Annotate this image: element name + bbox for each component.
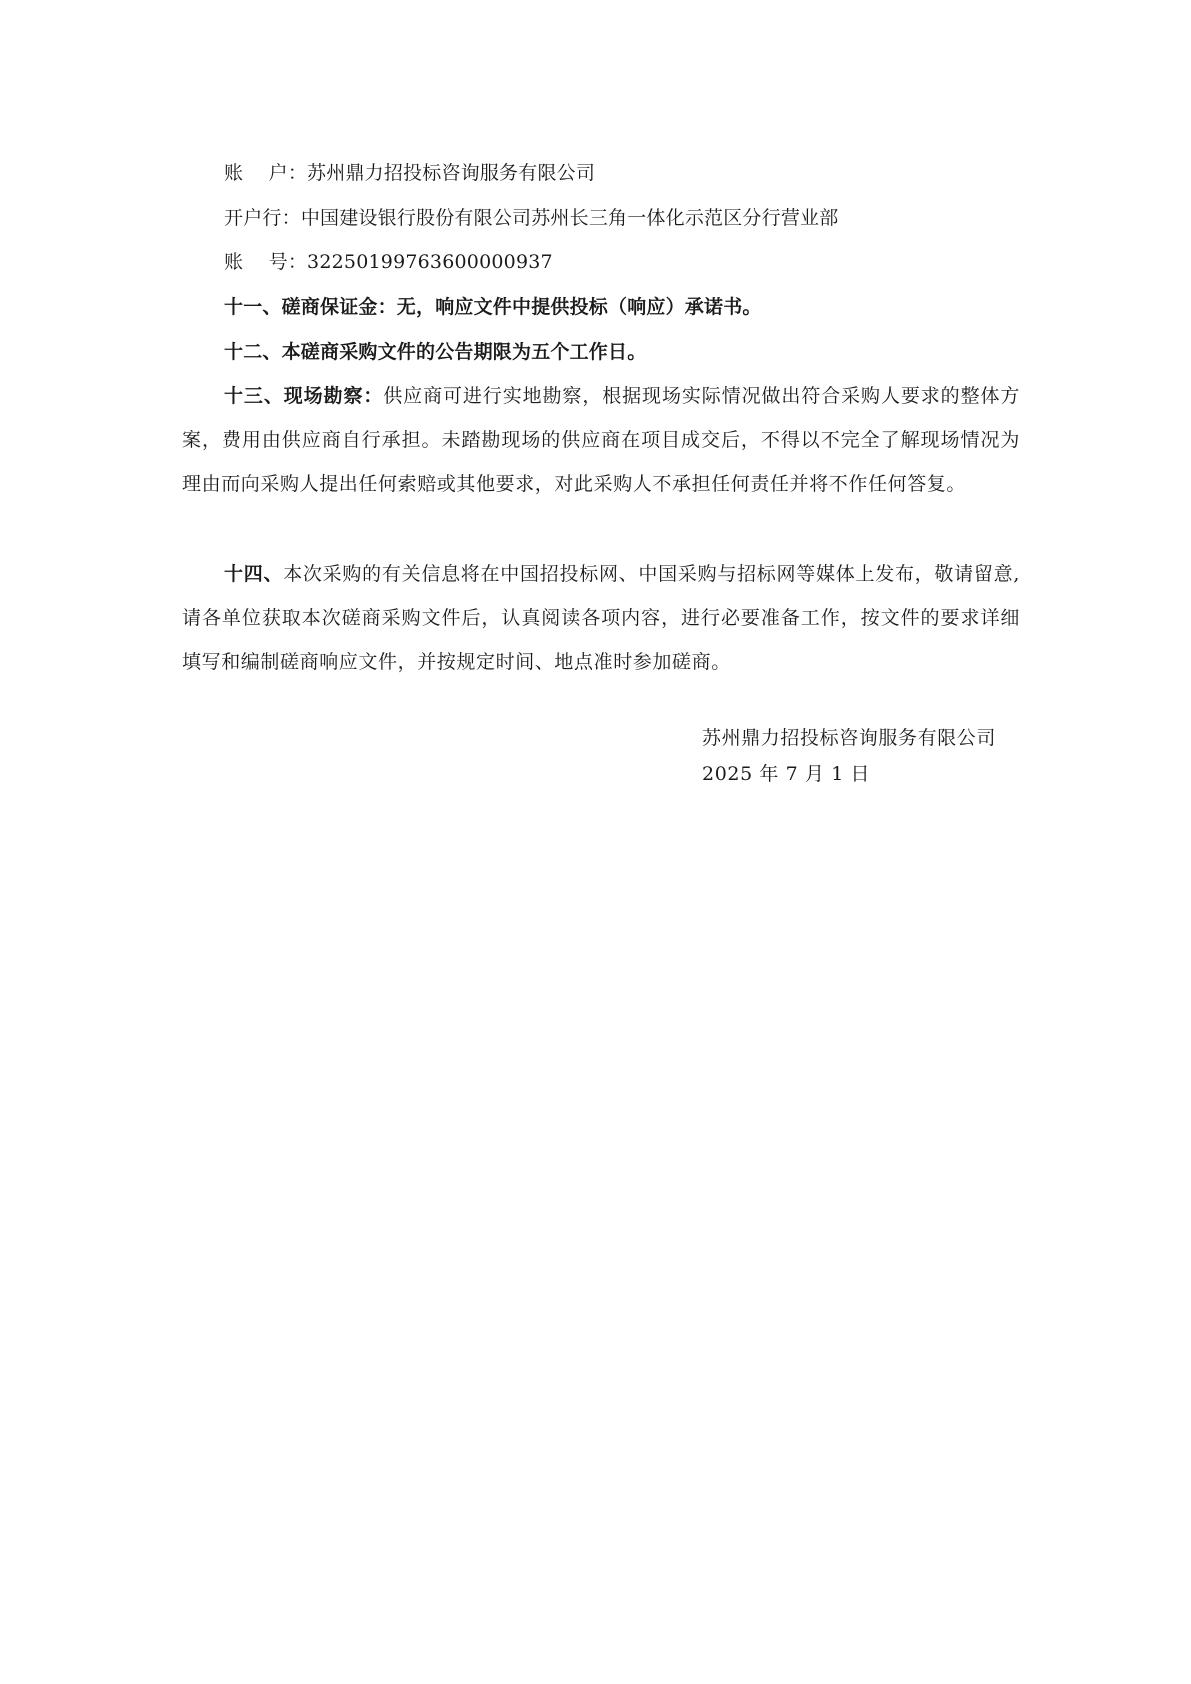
account-number-value: 32250199763600000937	[307, 251, 553, 273]
section-14-heading: 十四、	[224, 563, 284, 585]
section-12: 十二、本磋商采购文件的公告期限为五个工作日。	[224, 341, 647, 363]
section-13	[182, 374, 1020, 506]
account-name-value: 苏州鼎力招投标咨询服务有限公司	[307, 162, 596, 184]
account-name-label: 账 户：	[224, 162, 308, 184]
section-13-body: 供应商可进行实地勘察，根据现场实际情况做出符合采购人要求的整体方案，费用由供应商自行承担。未踏勘现场的供应商在项目成交后，不得以不完全了解现场情况为理由而向采购人提出任何索赔或其他要求，对此采购人不承担任何责任并将不作任何答复。	[182, 385, 1020, 495]
bank-label: 开户行：	[224, 207, 301, 229]
bank-line	[224, 207, 838, 229]
section-11: 十一、磋商保证金：无，响应文件中提供投标（响应）承诺书。	[224, 296, 762, 318]
account-name-line	[224, 162, 595, 184]
account-number-label: 账 号：	[224, 251, 308, 273]
signature-company: 苏州鼎力招投标咨询服务有限公司	[702, 727, 997, 749]
bank-value: 中国建设银行股份有限公司苏州长三角一体化示范区分行营业部	[300, 207, 839, 229]
account-number-line	[224, 251, 553, 273]
section-14-body: 本次采购的有关信息将在中国招投标网、中国采购与招标网等媒体上发布，敬请留意,请各单位获取本次磋商采购文件后，认真阅读各项内容，进行必要准备工作，按文件的要求详细填写和编制磋商响应文件，并按规定时间、地点准时参加磋商。	[182, 563, 1020, 673]
section-13-heading: 十三、现场勘察：	[224, 385, 384, 407]
signature-date: 2025 年 7 月 1 日	[702, 763, 871, 785]
section-14	[182, 552, 1020, 684]
